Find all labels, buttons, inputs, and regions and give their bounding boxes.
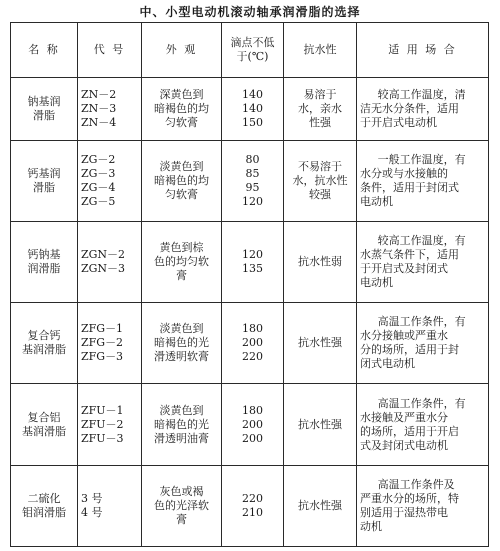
drop-point-cell <box>222 140 284 221</box>
water-resistance-cell <box>284 465 357 546</box>
water-resistance-line: 抗水性强 <box>298 417 342 431</box>
name-line: 钙钠基 <box>27 248 61 261</box>
code-line: ZG－3 <box>81 166 116 180</box>
water-resistance-cell <box>284 221 357 302</box>
header-row <box>11 23 489 78</box>
drop-point-value: 95 <box>245 180 260 194</box>
application-line: 高温工作条件及 <box>377 477 455 491</box>
header-code: 代 号 <box>78 23 142 78</box>
table-row <box>11 78 489 141</box>
code-line: 4 号 <box>81 505 103 519</box>
drop-point-value: 220 <box>242 350 263 364</box>
appearance-line: 暗褐色的均 <box>154 173 209 187</box>
water-resistance-cell <box>284 303 357 384</box>
name-cell <box>11 384 78 465</box>
table-row <box>11 303 489 384</box>
application-line: 分的场所，适用于封 <box>360 343 459 357</box>
drop-point-value: 180 <box>242 403 263 417</box>
appearance-line: 滑透明油膏 <box>154 431 209 445</box>
name-cell <box>11 465 78 546</box>
code-cell <box>78 384 142 465</box>
name-cell <box>11 78 78 141</box>
application-line: 严重水分的场所，特 <box>360 491 459 505</box>
application-line: 水分接触或严重水 <box>360 329 448 343</box>
grease-table <box>10 22 489 547</box>
water-resistance-line: 性强 <box>309 115 331 129</box>
header-name: 名 称 <box>11 23 78 78</box>
water-resistance-line: 较强 <box>309 187 331 201</box>
water-resistance-line: 易溶于 <box>303 87 337 101</box>
table-row <box>11 221 489 302</box>
code-cell <box>78 140 142 221</box>
appearance-line: 膏 <box>176 512 187 526</box>
name-line: 钼润滑脂 <box>22 505 66 519</box>
code-cell <box>78 78 142 141</box>
application-line: 条件，适用于封闭式 <box>360 180 459 194</box>
application-line: 于开启式及封闭式 <box>360 262 448 275</box>
code-cell <box>78 465 142 546</box>
header-drop-point-line: 滴点不低 <box>230 36 275 49</box>
drop-point-value: 200 <box>242 417 263 431</box>
application-line: 闭式电动机 <box>360 357 415 371</box>
appearance-line: 淡黄色到 <box>159 403 204 417</box>
name-line: 滑脂 <box>33 180 55 194</box>
application-line: 水接触及严重水分 <box>360 410 448 424</box>
drop-point-value: 80 <box>245 152 260 166</box>
header-drop-point-line: 于(℃) <box>236 50 269 63</box>
drop-point-value: 120 <box>242 194 263 208</box>
code-cell <box>78 303 142 384</box>
name-cell <box>11 221 78 302</box>
appearance-cell <box>142 303 222 384</box>
code-line: ZN－4 <box>81 115 117 129</box>
drop-point-cell <box>222 465 284 546</box>
name-line: 滑脂 <box>33 108 55 122</box>
appearance-line: 淡黄色到 <box>159 159 204 173</box>
drop-point-value: 200 <box>242 431 263 445</box>
water-resistance-cell <box>284 384 357 465</box>
application-line: 较高工作温度，清 <box>377 87 466 101</box>
appearance-line: 黄色到棕 <box>159 241 204 254</box>
application-cell <box>357 384 489 465</box>
code-line: ZFU－3 <box>81 431 124 445</box>
water-resistance-line: 水，亲水 <box>298 101 342 115</box>
table-row <box>11 384 489 465</box>
drop-point-value: 135 <box>242 262 263 275</box>
application-cell <box>357 221 489 302</box>
application-cell <box>357 140 489 221</box>
code-line: ZG－5 <box>81 194 116 208</box>
code-line: ZN－3 <box>81 101 117 115</box>
water-resistance-line: 抗水性强 <box>298 498 342 512</box>
application-cell <box>357 78 489 141</box>
appearance-cell <box>142 140 222 221</box>
drop-point-cell <box>222 384 284 465</box>
name-line: 基润滑脂 <box>22 424 66 438</box>
application-line: 高温工作条件，有 <box>377 396 466 410</box>
code-line: ZN－2 <box>81 87 117 101</box>
application-line: 水蒸气条件下，适用 <box>360 248 459 261</box>
water-resistance-line: 不易溶于 <box>298 159 342 173</box>
code-line: ZFG－1 <box>81 322 124 336</box>
code-line: 3 号 <box>81 491 103 505</box>
table-row <box>11 465 489 546</box>
drop-point-value: 220 <box>242 491 263 505</box>
drop-point-cell <box>222 303 284 384</box>
appearance-line: 暗褐色的光 <box>154 417 209 431</box>
code-line: ZG－2 <box>81 152 116 166</box>
name-line: 钠基润 <box>27 94 61 108</box>
appearance-cell <box>142 465 222 546</box>
water-resistance-cell <box>284 140 357 221</box>
drop-point-cell <box>222 221 284 302</box>
drop-point-value: 140 <box>242 87 263 101</box>
name-line: 复合钙 <box>27 329 61 343</box>
application-line: 别适用于湿热带电 <box>360 505 448 519</box>
drop-point-value: 210 <box>242 505 263 519</box>
code-line: ZFU－1 <box>81 403 124 417</box>
application-line: 的场所，适用于开启 <box>360 424 459 438</box>
water-resistance-line: 抗水性强 <box>298 336 342 350</box>
drop-point-value: 150 <box>242 115 263 129</box>
appearance-line: 匀软膏 <box>165 187 198 201</box>
appearance-line: 匀软膏 <box>165 115 198 129</box>
code-line: ZG－4 <box>81 180 116 194</box>
table-body <box>11 78 489 547</box>
appearance-line: 色的光泽软 <box>154 498 209 512</box>
appearance-line: 色的均匀软 <box>154 255 209 268</box>
code-line: ZFG－3 <box>81 350 124 364</box>
appearance-line: 暗褐色的光 <box>154 336 209 350</box>
appearance-line: 暗褐色的均 <box>154 101 209 115</box>
application-line: 电动机 <box>360 276 393 289</box>
drop-point-value: 120 <box>242 248 263 261</box>
appearance-cell <box>142 221 222 302</box>
table-row <box>11 140 489 221</box>
name-line: 基润滑脂 <box>22 343 66 357</box>
application-line: 式及封闭式电动机 <box>360 438 448 452</box>
application-line: 一般工作温度，有 <box>377 152 466 166</box>
name-line: 复合铝 <box>27 410 61 424</box>
application-line: 高温工作条件，有 <box>377 315 466 329</box>
appearance-line: 灰色或褐 <box>159 484 204 498</box>
header-water: 抗水性 <box>284 23 357 78</box>
application-line: 动机 <box>360 519 382 533</box>
code-cell <box>78 221 142 302</box>
name-cell <box>11 303 78 384</box>
header-appearance: 外 观 <box>142 23 222 78</box>
drop-point-value: 140 <box>242 101 263 115</box>
code-line: ZFG－2 <box>81 336 124 350</box>
appearance-line: 膏 <box>176 269 187 282</box>
drop-point-value: 180 <box>242 322 263 336</box>
table-title: 中、小型电动机滚动轴承润滑脂的选择 <box>139 5 361 19</box>
water-resistance-line: 水，抗水性 <box>292 173 348 187</box>
header-use: 适 用 场 合 <box>357 23 489 78</box>
application-line: 于开启式电动机 <box>360 115 437 129</box>
application-line: 较高工作温度，有 <box>377 234 466 247</box>
code-line: ZGN－2 <box>81 248 126 261</box>
application-cell <box>357 465 489 546</box>
header-drop-point <box>222 23 284 78</box>
appearance-line: 滑透明软膏 <box>154 350 209 364</box>
name-line: 二硫化 <box>27 491 61 505</box>
code-line: ZGN－3 <box>81 262 126 275</box>
application-line: 电动机 <box>360 194 393 208</box>
appearance-cell <box>142 384 222 465</box>
application-cell <box>357 303 489 384</box>
drop-point-value: 85 <box>245 166 260 180</box>
code-line: ZFU－2 <box>81 417 124 431</box>
name-line: 钙基润 <box>27 166 61 180</box>
water-resistance-cell <box>284 78 357 141</box>
drop-point-cell <box>222 78 284 141</box>
water-resistance-line: 抗水性弱 <box>298 255 342 268</box>
name-line: 润滑脂 <box>27 262 61 275</box>
drop-point-value: 200 <box>242 336 263 350</box>
appearance-line: 淡黄色到 <box>159 322 204 336</box>
appearance-cell <box>142 78 222 141</box>
name-cell <box>11 140 78 221</box>
application-line: 水分或与水接触的 <box>360 166 448 180</box>
appearance-line: 深黄色到 <box>159 87 204 101</box>
application-line: 洁无水分条件，适用 <box>360 101 459 115</box>
